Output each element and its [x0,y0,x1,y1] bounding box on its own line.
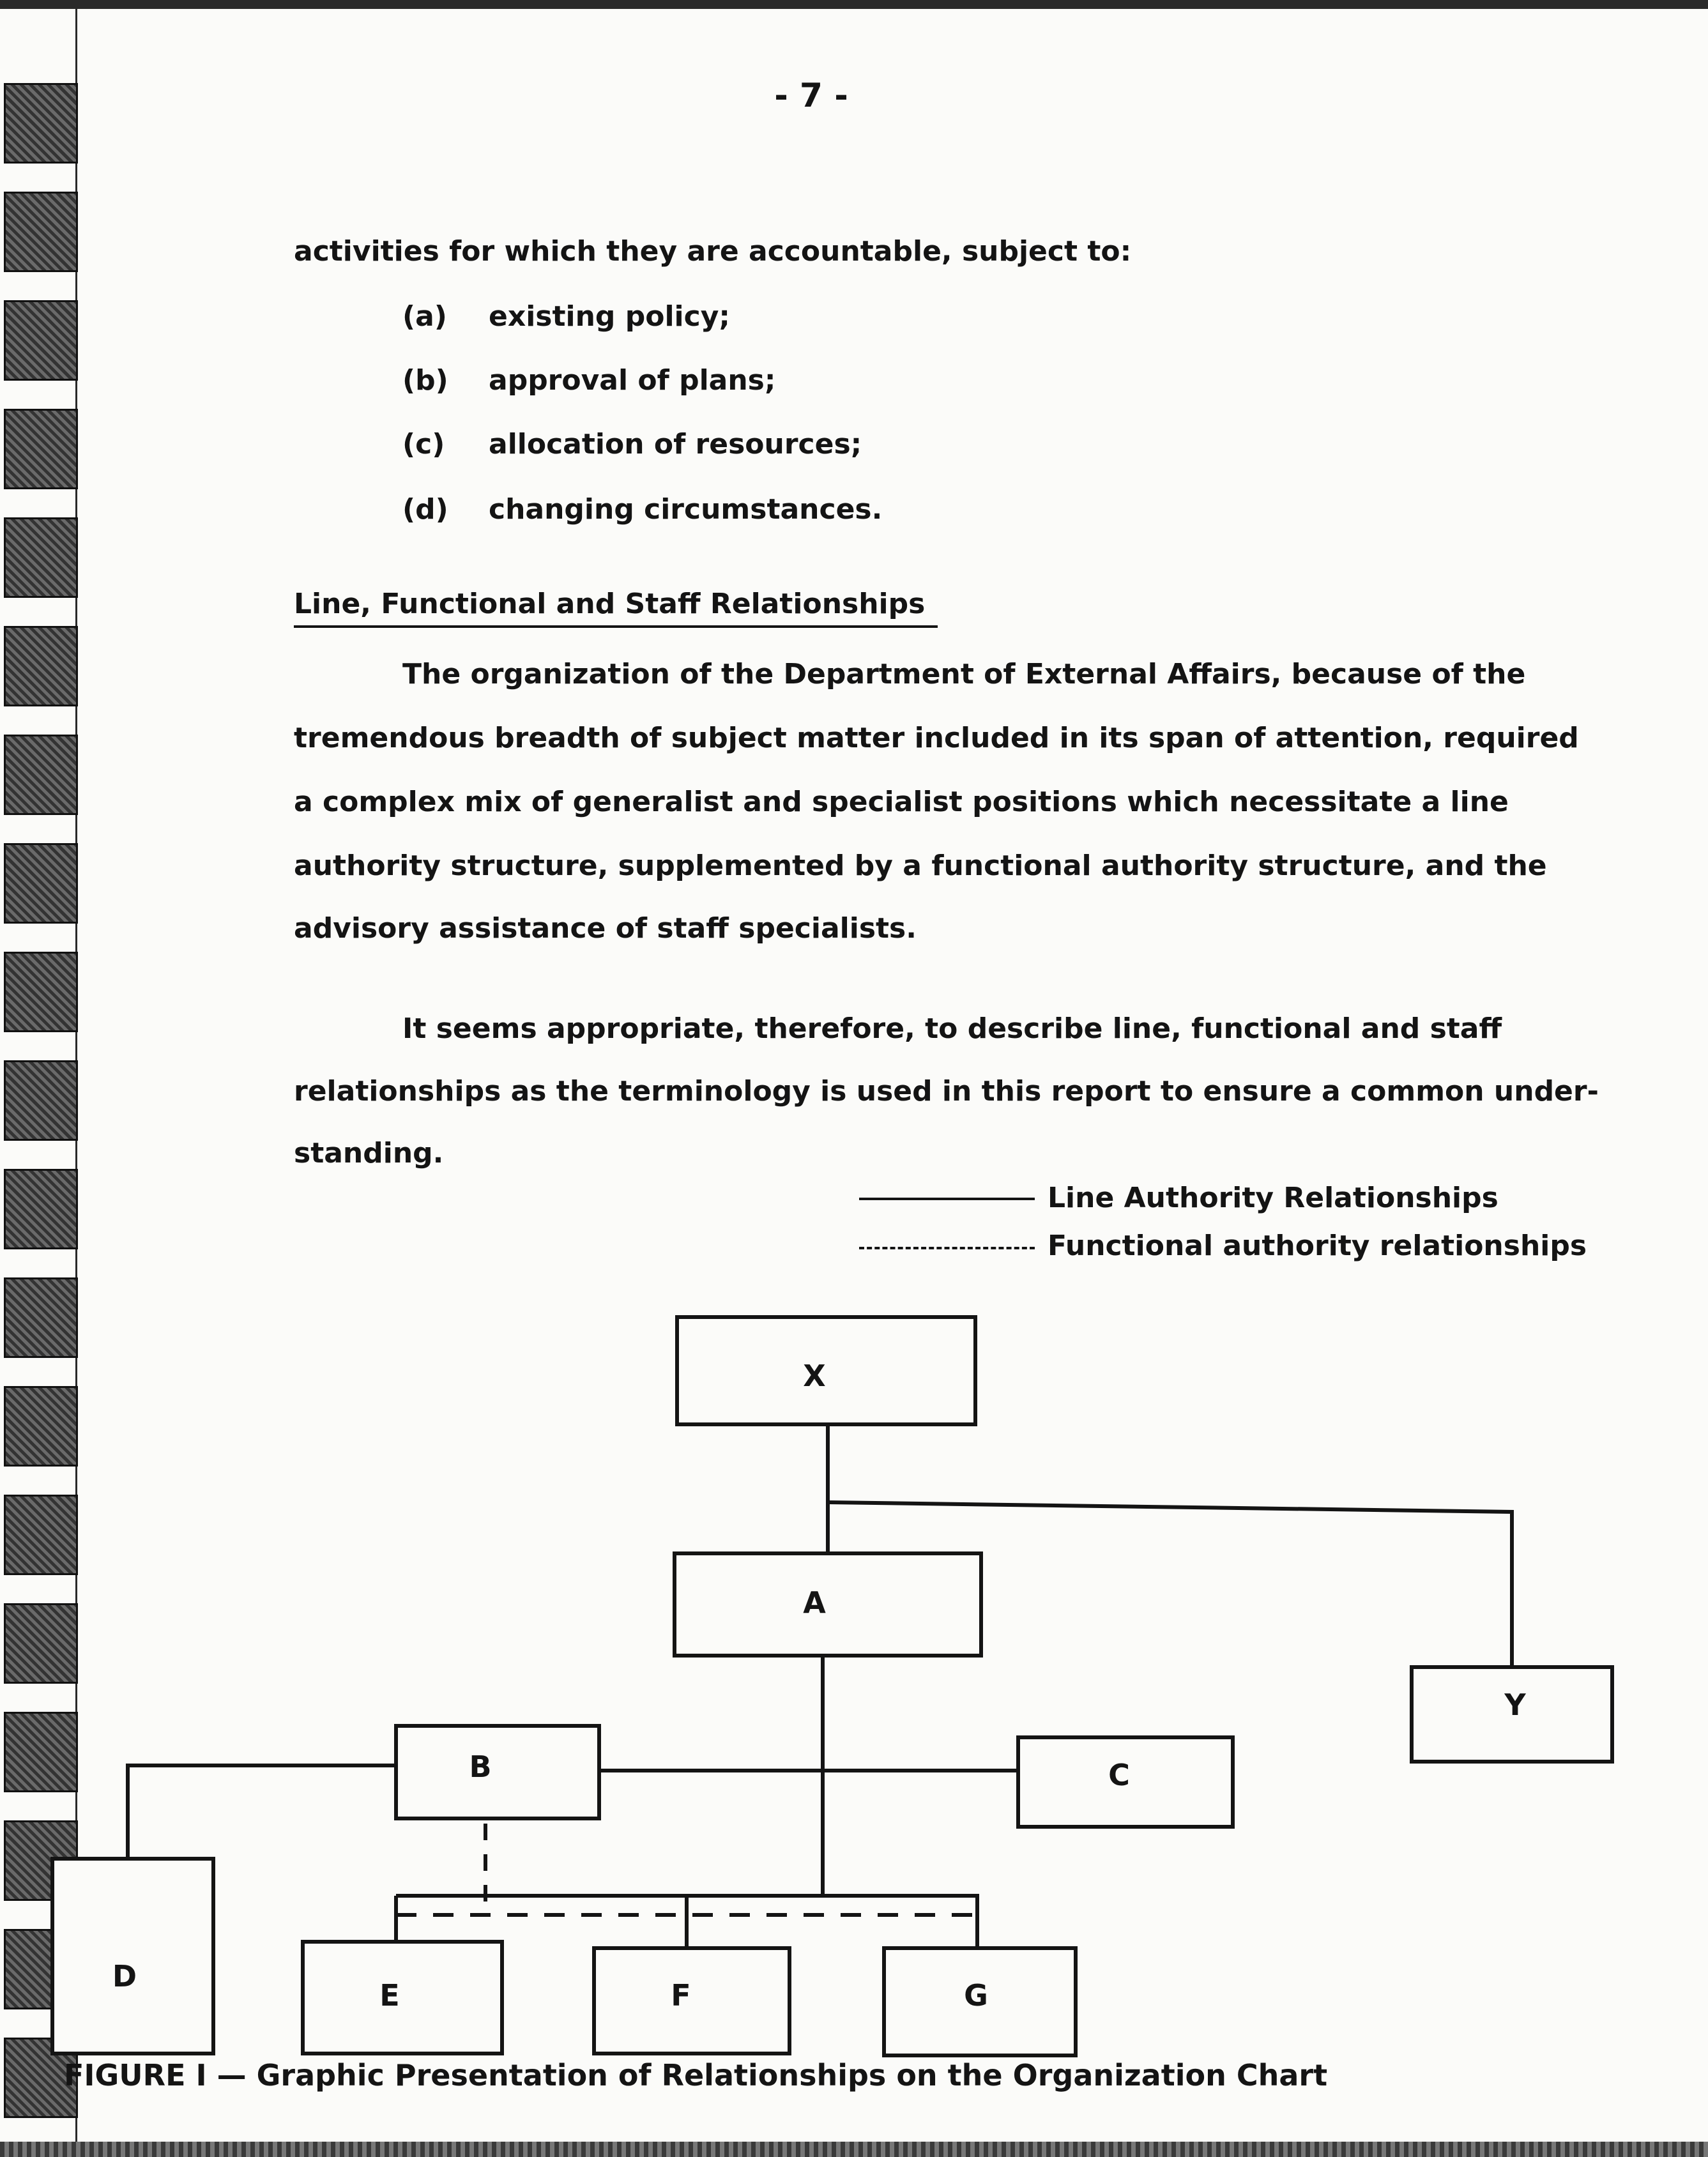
org-label-c: C [1108,1758,1130,1792]
page-number: - 7 - [774,77,848,115]
figure-caption: FIGURE I — Graphic Presentation of Relationships on the Organization Chart [64,2058,1328,2092]
org-box-x [677,1317,975,1424]
legend-line-authority: Line Authority Relationships [1048,1182,1498,1214]
condition-marker-c: (c) [402,428,445,461]
org-box-e [303,1942,502,2054]
org-box-d [52,1859,213,2054]
org-box-a [675,1553,981,1656]
paragraph2-line: It seems appropriate, therefore, to describe line, functional and staff [402,1012,1502,1045]
section-heading: Line, Functional and Staff Relationships [294,588,938,628]
intro-line: activities for which they are accountable, subject to: [294,235,1132,268]
org-label-f: F [671,1978,691,2013]
condition-marker-b: (b) [402,364,448,397]
condition-text-c: allocation of resources; [489,428,862,461]
org-label-g: G [964,1978,988,2013]
org-label-x: X [803,1359,826,1393]
paragraph1-line: The organization of the Department of External Affairs, because of the [402,658,1526,690]
connector-b-d [128,1765,396,1859]
org-box-b [396,1726,599,1818]
org-label-d: D [112,1959,137,1993]
paragraph1-line: tremendous breadth of subject matter included in its span of attention, required [294,722,1579,754]
condition-text-a: existing policy; [489,300,730,333]
legend-functional-authority: Functional authority relationships [1048,1230,1587,1262]
paragraph1-line: advisory assistance of staff specialists. [294,912,917,945]
org-box-f [594,1948,789,2054]
condition-marker-d: (d) [402,493,448,526]
condition-text-d: changing circumstances. [489,493,883,526]
condition-marker-a: (a) [402,300,447,333]
org-label-a: A [803,1585,826,1620]
page-bottom-edge [0,2142,1708,2157]
org-label-b: B [469,1749,492,1784]
org-label-y: Y [1504,1688,1526,1722]
paragraph2-line: relationships as the terminology is used in this report to ensure a common under- [294,1075,1599,1108]
paragraph2-line: standing. [294,1137,444,1170]
paragraph1-line: authority structure, supplemented by a functional authority structure, and the [294,850,1547,882]
condition-text-b: approval of plans; [489,364,776,397]
org-label-e: E [379,1978,400,2013]
paragraph1-line: a complex mix of generalist and specialist positions which necessitate a line [294,786,1509,818]
